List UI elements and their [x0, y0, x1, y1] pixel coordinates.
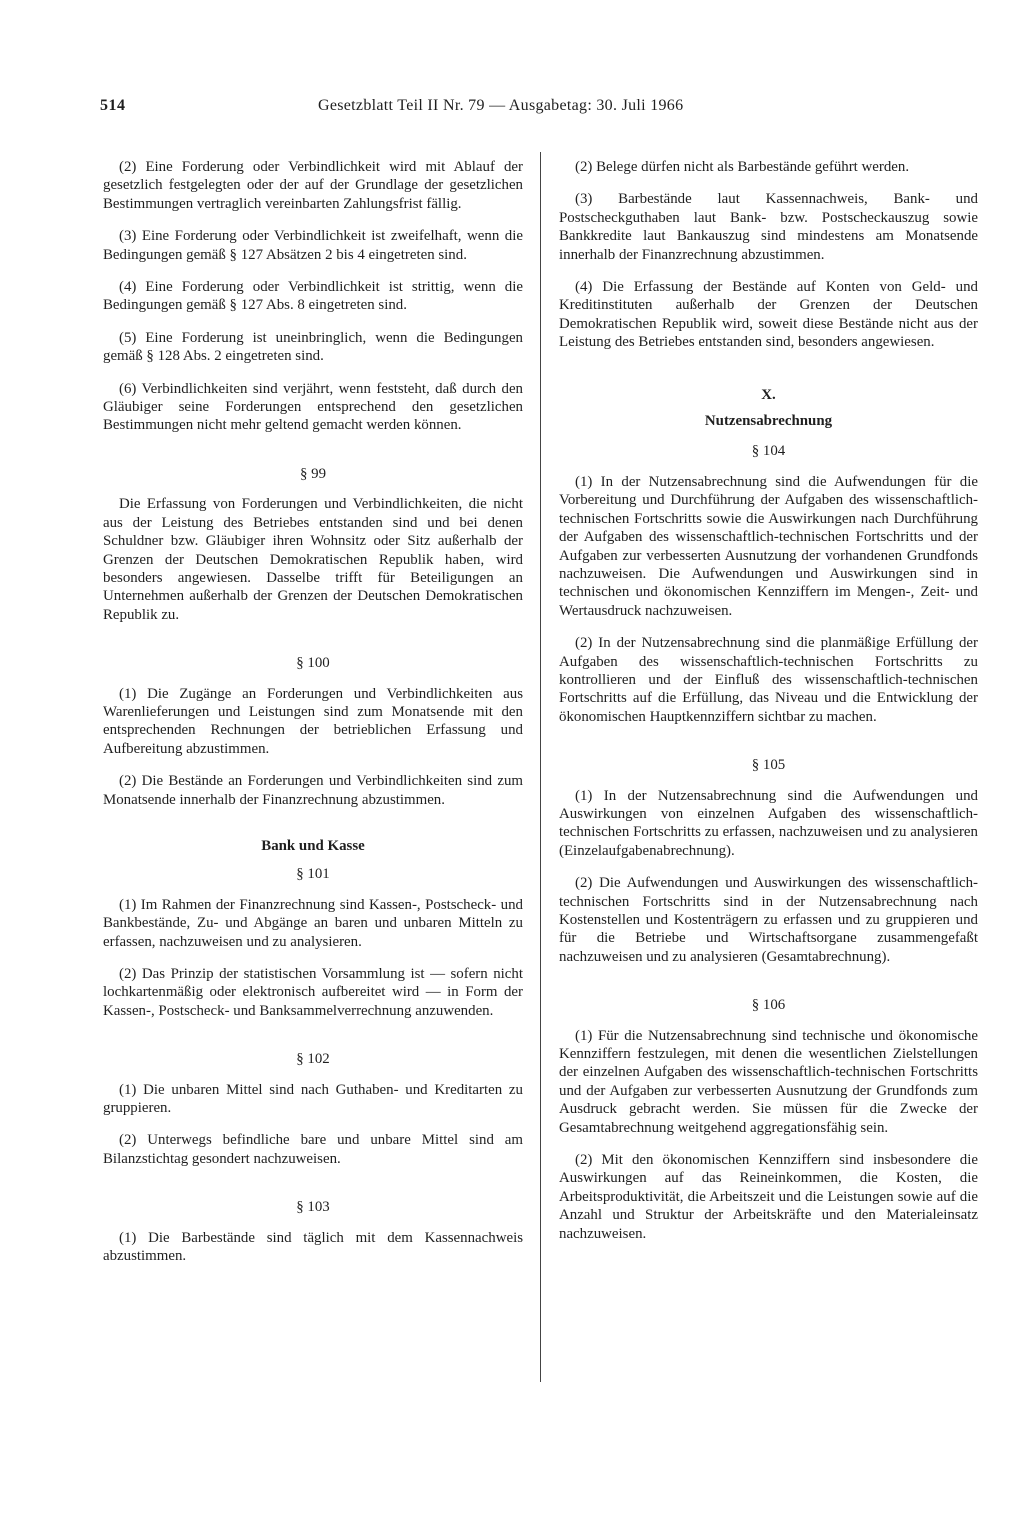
page-number: 514	[100, 97, 126, 114]
section-102-heading: § 102	[296, 1051, 330, 1068]
paragraph-99: Die Erfassung von Forderungen und Verbindlichkeiten, die nicht aus der Leistung des Betriebes entstanden sind und bei denen Schuldner bzw. Gläubiger ihren Wohnsitz oder Sitz außerhalb der Grenzen der Deutschen Demokratischen Republik haben, wird besonders angewiesen. Dasselbe trifft für Beteiligungen an Unternehmen außerhalb der Grenzen der Deutschen Demokratischen Republik zu.	[103, 496, 523, 623]
right-column	[559, 158, 978, 1243]
section-103-heading: § 103	[296, 1199, 330, 1216]
left-column	[103, 158, 523, 1265]
heading-nutzensabrechnung: Nutzensabrechnung	[704, 413, 833, 430]
section-106-heading: § 106	[751, 997, 786, 1014]
paragraph-100-1: (1) Die Zugänge an Forderungen und Verbindlichkeiten aus Warenlieferungen und Leistungen sind zum Monatsende mit den entsprechenden Rechnungen der betrieblichen Erfassung und Aufbereitung abzustimmen.	[103, 685, 523, 757]
paragraph-104-2: (2) In der Nutzensabrechnung sind die planmäßige Erfüllung der Aufgaben des wissenschaftlich-technischen Fortschritts zu kontrollieren und der Einfluß des wissenschaftlich-technischen Fortschritts auf die Erfüllung, das Niveau und die Entwicklung der ökonomischen Hauptkennziffern sichtbar zu machen.	[559, 635, 978, 725]
paragraph-101-2: (2) Das Prinzip der statistischen Vorsammlung ist — sofern nicht lochkartenmäßig oder elektronisch aufbereitet wird — in Form der Kassen-, Postscheck- und Banksammelverrechnung anzuwenden.	[103, 966, 523, 1019]
paragraph-98-4: (4) Eine Forderung oder Verbindlichkeit ist strittig, wenn die Bedingungen gemäß § 127 Abs. 8 eingetreten sind.	[103, 279, 523, 314]
paragraph-104-1: (1) In der Nutzensabrechnung sind die Aufwendungen für die Vorbereitung und Durchführung der Aufgaben des wissenschaftlich-technischen Fortschritts sowie die Auswirkungen nach Durchführung der Aufgaben des wissenschaftlich-technischen Fortschritts und der Aufgaben zur verbesserten Ausnutzung der vorhandenen Grundfonds nachzuweisen. Die Aufwendungen und Auswirkungen sind in technischen und ökonomischen Kennziffern im Mengen-, Zeit- und Wertausdruck nachzuweisen.	[559, 473, 978, 619]
paragraph-103-3: (3) Barbestände laut Kassennachweis, Bank- und Postscheckguthaben laut Bank- bzw. Postscheckauszug sowie Bankkredite laut Bankauszug sind mindestens am Monatsende innerhalb der Finanzrechnung abzustimmen.	[559, 191, 978, 263]
paragraph-102-2: (2) Unterwegs befindliche bare und unbare Mittel sind am Bilanzstichtag gesondert nachzuweisen.	[103, 1132, 523, 1167]
section-100-heading: § 100	[296, 655, 330, 672]
column-divider	[540, 152, 541, 1382]
paragraph-98-2: (2) Eine Forderung oder Verbindlichkeit wird mit Ablauf der gesetzlich festgelegten oder der auf der Grundlage der gesetzlichen Bestimmungen vertraglich vereinbarten Zahlungsfrist fällig.	[103, 159, 523, 212]
paragraph-98-5: (5) Eine Forderung ist uneinbringlich, wenn die Bedingungen gemäß § 128 Abs. 2 eingetreten sind.	[103, 329, 523, 365]
paragraph-105-2: (2) Die Aufwendungen und Auswirkungen des wissenschaftlich-technischen Fortschritts sind in der Nutzensabrechnung nach Kostenstellen und Kostenträgern zu erfassen und zu gruppieren und für die Betriebe und Wirtschaftsorgane zusammengefaßt nachzuweisen und zu analysieren (Gesamtabrechnung).	[559, 875, 978, 965]
paragraph-106-1: (1) Für die Nutzensabrechnung sind technische und ökonomische Kennziffern festzulegen, mit denen die wesentlichen Zielstellungen der einzelnen Aufgaben des wissenschaftlich-technischen Fortschritts und der Aufgaben zur verbesserten Ausnutzung der Grundfonds zum Ausdruck gebracht werden. Sie müssen für die Zwecke der Gesamtabrechnung weitgehend aggregationsfähig sein.	[559, 1027, 978, 1136]
paragraph-98-3: (3) Eine Forderung oder Verbindlichkeit ist zweifelhaft, wenn die Bedingungen gemäß § 127 Absätzen 2 bis 4 eingetreten sind.	[103, 228, 523, 263]
paragraph-105-1: (1) In der Nutzensabrechnung sind die Aufwendungen und Auswirkungen von einzelnen Aufgaben des wissenschaftlich-technischen Fortschritts zu erfassen, nachzuweisen und zu analysieren (Einzelaufgabenabrechnung).	[559, 787, 978, 859]
paragraph-103-4: (4) Die Erfassung der Bestände auf Konten von Geld- und Kreditinstituten außerhalb der Grenzen der Deutschen Demokratischen Republik wird, soweit diese Bestände nicht aus der Leistung des Betriebes entstanden sind, besonders angewiesen.	[559, 279, 978, 351]
section-105-heading: § 105	[751, 757, 786, 774]
paragraph-102-1: (1) Die unbaren Mittel sind nach Guthaben- und Kreditarten zu gruppieren.	[103, 1081, 523, 1117]
chapter-number: X.	[761, 386, 776, 403]
section-104-heading: § 104	[751, 443, 786, 460]
section-99-heading: § 99	[299, 465, 327, 482]
paragraph-98-6: (6) Verbindlichkeiten sind verjährt, wenn feststeht, daß durch den Gläubiger seine Forderungen entsprechend den gesetzlichen Bestimmungen nicht mehr geltend gemacht werden können.	[103, 380, 523, 434]
paragraph-103-1: (1) Die Barbestände sind täglich mit dem Kassennachweis abzustimmen.	[103, 1229, 523, 1265]
running-title: Gesetzblatt Teil II Nr. 79 — Ausgabetag: 30. Juli 1966	[318, 97, 684, 114]
paragraph-103-2: (2) Belege dürfen nicht als Barbestände geführt werden.	[575, 159, 910, 175]
paragraph-106-2: (2) Mit den ökonomischen Kennziffern sind insbesondere die Auswirkungen auf das Reineinkommen, die Kosten, die Arbeitsproduktivität, die Arbeitszeit und die Leistungen sowie auf die Anzahl und Struktur der Arbeitskräfte und den Materialeinsatz nachzuweisen.	[559, 1152, 978, 1242]
heading-bank-und-kasse: Bank und Kasse	[261, 837, 365, 854]
paragraph-101-1: (1) Im Rahmen der Finanzrechnung sind Kassen-, Postscheck- und Bankbestände, Zu- und Abgänge an baren und unbaren Mitteln zu erfassen, nachzuweisen und zu analysieren.	[103, 896, 523, 950]
section-101-heading: § 101	[296, 866, 330, 883]
paragraph-100-2: (2) Die Bestände an Forderungen und Verbindlichkeiten sind zum Monatsende innerhalb der Finanzrechnung abzustimmen.	[103, 773, 523, 808]
